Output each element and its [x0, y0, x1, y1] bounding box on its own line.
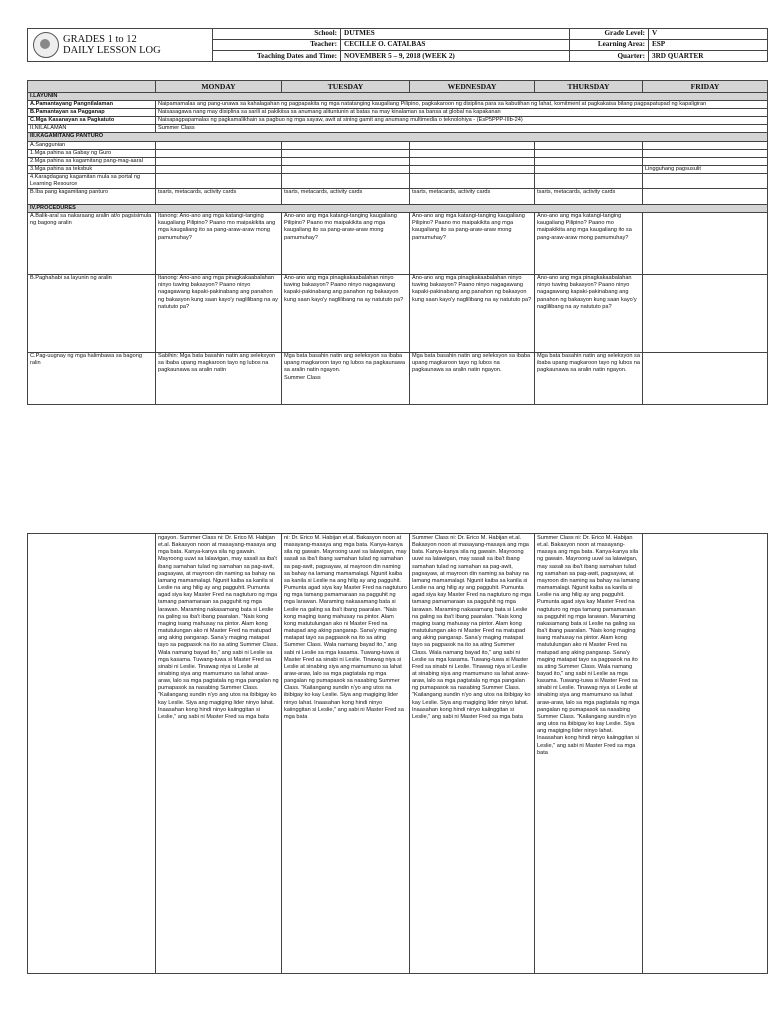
proc-c-monday: Sabihin: Mga bata basahin natin ang seleksyon sa ibaba upang magkaroon tayo ng lubos na pagkaunawa sa aralin natin	[156, 353, 282, 405]
story-monday: ngayon. Summer Class ni: Dr. Erico M. Habijan et.al. Bakasyon noon at masayang-masaya ang mga bata. Kanya-kanya sila ng gawain. Mayroong uuwi sa lalawigan, may sasali sa iba't ibang samahan tulad ng samahan sa pag-awit, pagsayaw, at mayroon din naming sa bahay na lamang mamamalagi. Ngunit kaiba sa kanila si Leslie na ang hilig ay ang pagguhit. Pumunta agad siya kay Master Fred na nagtuturo ng mga tamang pamamaraan sa pagguhit ng mga larawan. Maraming nakasamang bata si Leslie na galing sa iba't ibang paaralan. "Nais kong maging isang mahusay na pintor. Alam kong matutulungan ako ni Master Fred na matupad ang aking pangarap. Sana'y maging matapat tayo sa pagpasok na ito sa ating Summer Class. Wala namang bayad ito," ang sabi ni Leslie sa mga kasama. Tuwang-tuwa si Master Fred sa sinabi ni Leslie. Tinawag niya si Leslie at sinabing siya ang mamumuno sa lahat araw-araw, lalo sa mga pagtatala ng mga pangalan ng pumapasok sa nasabing Summer Class. "Kailangang sundin n'yo ang utos na ibibigay ko kay Leslie. Siya ang magiging lider ninyo lahat. Inaasahan kong hindi ninyo kaiinggitan si Leslie," ang sabi ni Master Fred sa mga bata	[156, 534, 282, 974]
blank-header	[28, 81, 156, 93]
proc-b-thursday: Ano-ano ang mga pinagkakaabalahan ninyo tuwing bakasyon? Paano ninyo nagagawang kapaki-pakinabang ang panahon ng bakasyon kung saan kayo'y naglilibang na ay natututo pa?	[535, 275, 643, 353]
section-procedures: IV.PROCEDURES	[28, 205, 768, 213]
proc-a-monday: Itanong: Ano-ano ang mga katangi-tanging kaugaliang Pilipino? Paano mo maipakikita ang mga kaugaliang ito sa pang-araw-araw mong pamumuhay?	[156, 213, 282, 275]
story-wednesday: Summer Class ni: Dr. Erico M. Habijan et.al. Bakasyon noon at masayang-masaya ang mga bata. Kanya-kanya sila ng gawain. Mayroong uuwi sa lalawigan, may sasali sa iba't ibang samahan tulad ng samahan sa pag-awit, pagsayaw, at mayroon din naming sa bahay na lamang mamamalagi. Ngunit kaiba sa kanila si Leslie na ang hilig ay ang pagguhit. Pumunta agad siya kay Master Fred na nagtuturo ng mga tamang pamamaraan sa pagguhit ng mga larawan. Maraming nakasamang bata si Leslie na galing sa iba't ibang paaralan. "Nais kong maging isang mahusay na pintor. Alam kong matutulungan ako ni Master Fred na matupad ang aking pangarap. Sana'y maging matapat tayo sa pagpasok na ito sa ating Summer Class. Wala namang bayad ito," ang sabi ni Leslie sa mga kasama. Tuwang-tuwa si Master Fred sa sinabi ni Leslie. Tinawag niya si Leslie at sinabing siya ang mamumuno sa lahat araw-araw, lalo sa mga pagtatala ng mga pangalan ng pumapasok sa nasabing Summer Class. "Kailangang sundin n'yo ang utos na ibibigay ko kay Leslie. Siya ang magiging lider ninyo lahat. Inaasahan kong hindi ninyo kaiinggitan si Leslie," ang sabi ni Master Fred sa mga bata	[410, 534, 535, 974]
lr-portal-label: 4.Karagdagang kagamitan mula sa portal ng Learning Resource	[28, 173, 156, 188]
proc-c-label: C.Pag-uugnay ng mga halimbawa sa bagong ralin	[28, 353, 156, 405]
proc-b-wednesday: Ano-ano ang mga pinagkakaabalahan ninyo tuwing bakasyon? Paano ninyo nagagawang kapaki-pakinabang ang panahon ng bakasyon kung saan kayo'y naglilibang na ay natututo pa?	[410, 275, 535, 353]
content-standard-label: A.Pamantayang Pangnilalaman	[28, 101, 156, 109]
school-label: School:	[213, 29, 341, 40]
proc-a-tuesday: Ano-ano ang mga katangi-tanging kaugaliang Pilipino? Paano mo maipakikita ang mga kaugaliang ito sa pang-araw-araw mong pamumuhay?	[282, 213, 410, 275]
section-layunin: I.LAYUNIN	[28, 93, 768, 101]
nilalaman-text: Summer Class	[156, 125, 768, 133]
quarter-value: 3RD QUARTER	[649, 51, 768, 62]
quarter-label: Quarter:	[570, 51, 649, 62]
grade-level-value: V	[649, 29, 768, 40]
proc-c-wednesday: Mga bata basahin natin ang seleksyon sa ibaba upang magkaroon tayo ng lubos na pagkaunawa sa aralin natin ngayon.	[410, 353, 535, 405]
day-header-thursday: THURSDAY	[535, 81, 643, 93]
competency-text: Naisapagpapamalas ng pagkamalikhain sa pagbuo ng mga sayaw, awit at sining gamit ang anumang multimedia o teknolohiya - (EsP5PPP-IIIb-24)	[156, 117, 768, 125]
continuation-label-cell	[28, 534, 156, 974]
continuation-table	[27, 533, 768, 974]
proc-b-monday: Itanong: Ano-ano ang mga pinagkakaabalahan ninyo tuwing bakasyon? Paano ninyo nagagawang kapaki-pakinabang ang panahon ng bakasyon kung saan kayo'y naglilibang na ay natututo pa?	[156, 275, 282, 353]
proc-a-label: A.Balik-aral sa nakaraang aralin at/o pagsisimula ng bagong aralin	[28, 213, 156, 275]
proc-b-tuesday: Ano-ano ang mga pinagkakaabalahan ninyo tuwing bakasyon? Paano ninyo nagagawang kapaki-pakinabang ang panahon ng bakasyon kung saan kayo'y naglilibang na ay natututo pa?	[282, 275, 410, 353]
story-thursday: Summer Class ni: Dr. Erico M. Habijan et.al. Bakasyon noon at masayang-masaya ang mga bata. Kanya-kanya sila ng gawain. Mayroong uuwi sa lalawigan, may sasali sa iba't ibang samahan tulad ng samahan sa pag-awit, pagsayaw, at mayroon din naming sa bahay na lamang mamamalagi. Ngunit kaiba sa kanila si Leslie na ang hilig ay ang pagguhit. Pumunta agad siya kay Master Fred na nagtuturo ng mga tamang pamamaraan sa pagguhit ng mga larawan. Maraming nakasamang bata si Leslie na galing sa iba't ibang paaralan. "Nais kong maging isang mahusay na pintor. Alam kong matutulungan ako ni Master Fred na matupad ang aking pangarap. Sana'y maging matapat tayo sa pagpasok na ito sa ating Summer Class. Wala namang bayad ito," ang sabi ni Leslie sa mga kasama. Tuwang-tuwa si Master Fred sa sinabi ni Leslie. Tinawag niya si Leslie at sinabing siya ang mamumuno sa lahat araw-araw, lalo sa mga pagtatala ng mga pangalan ng pumapasok sa nasabing Summer Class. "Kailangang sundin n'yo ang utos na ibibigay ko kay Leslie. Siya ang magiging lider ninyo lahat. Inaasahan kong hindi ninyo kaiinggitan si Leslie," ang sabi ni Master Fred sa mga bata	[535, 534, 643, 974]
story-tuesday: ni: Dr. Erico M. Habijan et.al. Bakasyon noon at masayang-masaya ang mga bata. Kanya-kanya sila ng gawain. Mayroong uuwi sa lalawigan, may sasali sa iba't ibang samahan tulad ng samahan sa pag-awit, pagsayaw, at mayroon din naming sa bahay na lamang mamamalagi. Ngunit kaiba sa kanila si Leslie na ang hilig ay ang pagguhit. Pumunta agad siya kay Master Fred na nagtuturo ng mga tamang pamamaraan sa pagguhit ng mga larawan. Maraming nakasamang bata si Leslie na galing sa iba't ibang paaralan. "Nais kong maging isang mahusay na pintor. Alam kong matutulungan ako ni Master Fred na matupad ang aking pangarap. Sana'y maging matapat tayo sa pagpasok na ito sa ating Summer Class. Wala namang bayad ito," ang sabi ni Leslie sa mga kasama. Tuwang-tuwa si Master Fred sa sinabi ni Leslie. Tinawag niya si Leslie at sinabing siya ang mamumuno sa lahat araw-araw, lalo sa mga pagtatala ng mga pangalan ng pumapasok sa nasabing Summer Class. "Kailangang sundin n'yo ang utos na ibibigay ko kay Leslie. Siya ang magiging lider ninyo lahat. Inaasahan kong hindi ninyo kaiinggitan si Leslie," ang sabi ni Master Fred sa mga bata	[282, 534, 410, 974]
proc-c-thursday: Mga bata basahin natin ang seleksyon sa ibaba upang magkaroon tayo ng lubos na pagkaunawa sa aralin natin ngayon.	[535, 353, 643, 405]
section-kagamitan: III.KAGAMITANG PANTURO	[28, 133, 768, 141]
learning-area-label: Learning Area:	[570, 40, 649, 51]
day-header-monday: MONDAY	[156, 81, 282, 93]
teaching-dates-value: NOVEMBER 5 – 9, 2018 (WEEK 2)	[341, 51, 570, 62]
day-header-wednesday: WEDNESDAY	[410, 81, 535, 93]
logo-cell	[28, 29, 213, 62]
teksbuk-label: 3.Mga pahina sa teksbuk	[28, 165, 156, 173]
day-header-friday: FRIDAY	[643, 81, 768, 93]
iba-wednesday: tsarts, metacards, activity cards	[410, 189, 535, 205]
teacher-label: Teacher:	[213, 40, 341, 51]
performance-standard-text: Naisasagawa nang may disiplina sa sarili at pakikiisa sa anumang alituntunin at batas na may kinalaman sa bansa at global na kapakanan	[156, 109, 768, 117]
proc-c-tuesday-text: Mga bata basahin natin ang seleksyon sa ibaba upang magkaroon tayo ng lubos na pagkaunawa sa aralin natin ngayon.	[284, 353, 405, 374]
lesson-log-table	[27, 80, 768, 405]
teksbuk-friday: Lingguhang pagsusulit	[643, 165, 768, 173]
nilalaman-label: II.NILALAMAN	[28, 125, 156, 133]
proc-a-thursday: Ano-ano ang mga katangi-tanging kaugaliang Pilipino? Paano mo maipakikita ang mga kaugaliang ito sa pang-araw-araw mong pamumuhay?	[535, 213, 643, 275]
sanggunian-label: A.Sanggunian	[28, 141, 156, 149]
proc-c-tuesday-extra: Summer Class	[284, 374, 321, 381]
mag-aaral-label: 2.Mga pahina sa kagamitang pang-mag-aaral	[28, 157, 156, 165]
content-standard-text: Naipamamalas ang pang-unawa sa kahalagahan ng pagpapakita ng mga natatanging kaugaliang Pilipino, pagkakaroon ng disiplina para sa kabutihan ng lahat, komitment at pagkakaisa bilang pagpapatupad ng kapaligiran	[156, 101, 768, 109]
teacher-value: CECILLE O. CATALBAS	[341, 40, 570, 51]
school-value: DUTMES	[341, 29, 570, 40]
continuation-friday-cell	[643, 534, 768, 974]
proc-b-label: B.Paghahabi sa layunin ng aralin	[28, 275, 156, 353]
proc-a-wednesday: Ano-ano ang mga katangi-tanging kaugaliang Pilipino? Paano mo maipakikita ang mga kaugaliang ito sa pang-araw-araw mong pamumuhay?	[410, 213, 535, 275]
performance-standard-label: B.Pamantayan sa Pagganap	[28, 109, 156, 117]
iba-monday: tsarts, metacards, activity cards	[156, 189, 282, 205]
iba-pang-label: B.Iba pang kagamitang panturo	[28, 189, 156, 205]
grade-level-label: Grade Level:	[570, 29, 649, 40]
logo-line-one: GRADES 1 to 12	[63, 34, 137, 45]
deped-seal-icon	[33, 32, 59, 58]
gabay-guro-label: 1.Mga pahina sa Gabay ng Guro	[28, 149, 156, 157]
learning-area-value: ESP	[649, 40, 768, 51]
iba-tuesday: tsarts, metacards, activity cards	[282, 189, 410, 205]
logo-line-two: DAILY LESSON LOG	[63, 45, 161, 56]
proc-c-tuesday	[282, 353, 410, 405]
competency-label: C.Mga Kasanayan sa Pagkatuto	[28, 117, 156, 125]
day-header-tuesday: TUESDAY	[282, 81, 410, 93]
teaching-dates-label: Teaching Dates and Time:	[213, 51, 341, 62]
iba-thursday: tsarts, metacards, activity cards	[535, 189, 643, 205]
header-table	[27, 28, 768, 62]
